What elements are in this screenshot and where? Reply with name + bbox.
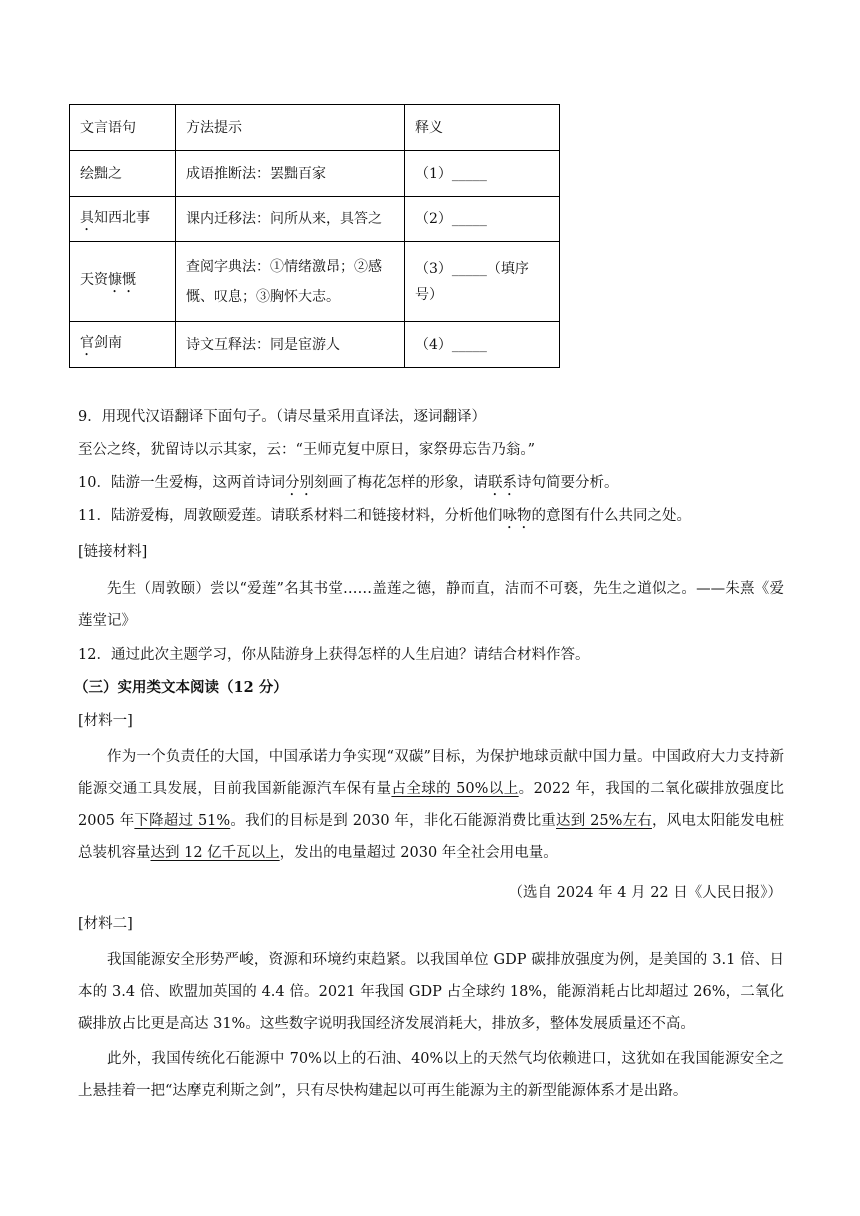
- hint-cell: [176, 242, 405, 322]
- hint-cell: 课内迁移法：问所从来，具答之: [176, 197, 405, 242]
- phrase-text: 天资: [80, 272, 108, 288]
- material-2-paragraph: 此外，我国传统化石能源中 70%以上的石油、40%以上的天然气均依赖进口，这犹如在我国能源安全之上悬挂着一把“达摩克利斯之剑”，只有尽快构建起以可再生能源为主的新型能源体系才是出路。: [78, 1051, 784, 1099]
- emphasized-text: 联系: [487, 475, 517, 491]
- answer-cell: （2）_____: [405, 197, 560, 242]
- vocabulary-table: [69, 104, 560, 368]
- hint-line: 慨、叹息；③胸怀大志。: [186, 288, 340, 305]
- answer-cell: （3）_____（填序号）: [405, 242, 560, 322]
- paragraph-text: 。2022 年，我国的二氧化碳排放强度比 2005 年: [78, 781, 785, 829]
- table-row: [70, 242, 560, 322]
- question-text: 11．陆游爱梅，周敦颐爱莲。请联系材料二和链接材料，分析他们: [78, 508, 503, 524]
- phrase-text: 绘黜之: [80, 165, 122, 182]
- material-2-paragraph: 我国能源安全形势严峻，资源和环境约束趋紧。以我国单位 GDP 碳排放强度为例，是美国的 3.1 倍、日本的 3.4 倍、欧盟加英国的 4.4 倍。2021 年我国 GDP 占全球约 18%，能源消耗占比却超过 26%，二氧化碳排放占比更是高达 31%。这些数字说明我国经济发展消耗大，排放多，整体发展质量还不高。: [78, 952, 784, 1032]
- table-row: [70, 151, 560, 197]
- question-text: 10．陆游一生爱梅，这两首诗词: [78, 475, 285, 491]
- emphasized-char: 官: [80, 335, 94, 351]
- paragraph-text: 作为一个负责任的大国，中国承诺力争实现“双碳”目标，为保护地球贡献中国力量。中国政府大力支持新能源交通工具发展，目前我国新能源汽车保有量: [78, 749, 784, 797]
- underlined-text: 占全球的 50%以上: [391, 781, 519, 797]
- answer-cell: （4）_____: [405, 322, 560, 368]
- link-material-title: [链接材料]: [78, 544, 148, 560]
- table-header: 方法提示: [176, 105, 405, 151]
- table-row: [70, 322, 560, 368]
- question-9: 9．用现代汉语翻译下面句子。（请尽量采用直译法，逐词翻译）: [78, 409, 486, 425]
- material-1-paragraph: [78, 741, 784, 869]
- phrase-cell: [70, 322, 176, 368]
- question-10: [78, 472, 790, 499]
- paragraph-text: ，风电太阳能发电桩总装机容量: [78, 813, 785, 861]
- hint-cell: 成语推断法：罢黜百家: [176, 151, 405, 197]
- material-1-title: [材料一]: [78, 713, 133, 729]
- underlined-text: 达到 25%左右: [556, 813, 652, 829]
- question-text: 的意图有什么共同之处。: [531, 508, 691, 524]
- question-9-sentence: 至公之终，犹留诗以示其家，云：“王师克复中原日，家祭毋忘告乃翁。”: [78, 442, 536, 458]
- emphasized-text: 分别: [284, 475, 314, 491]
- material-1-source: （选自 2024 年 4 月 22 日《人民日报》）: [508, 885, 782, 901]
- hint-line: 查阅字典法：①情绪激昂；②感: [186, 258, 382, 275]
- link-material-text: 先生（周敦颐）尝以“爱莲”名其书堂……盖莲之德，静而直，洁而不可亵，先生之道似之。——朱熹《爱莲堂记》: [78, 581, 784, 629]
- phrase-cell: [70, 197, 176, 242]
- section-heading: （三）实用类文本阅读（12 分）: [74, 679, 288, 696]
- material-2-title: [材料二]: [78, 916, 133, 932]
- underlined-text: 下降超过 51%: [134, 813, 231, 829]
- phrase-text: 剑南: [94, 335, 122, 351]
- question-11: [78, 505, 790, 532]
- paragraph-text: ，发出的电量超过 2030 年全社会用电量。: [279, 845, 558, 861]
- question-text: 刻画了梅花怎样的形象，请: [313, 475, 488, 491]
- underlined-text: 达到 12 亿千瓦以上: [150, 845, 280, 861]
- emphasized-text: 咏物: [502, 508, 532, 524]
- phrase-cell: [70, 151, 176, 197]
- question-text: 诗句简要分析。: [516, 475, 619, 491]
- emphasized-char: 具: [80, 209, 94, 226]
- table-header: 释义: [405, 105, 560, 151]
- table-row: [70, 197, 560, 242]
- emphasized-char: 慷慨: [108, 272, 136, 288]
- question-12: 12．通过此次主题学习，你从陆游身上获得怎样的人生启迪？请结合材料作答。: [78, 647, 590, 663]
- phrase-text: 知西北事: [94, 209, 150, 226]
- paragraph-text: 。我们的目标是到 2030 年，非化石能源消费比重: [230, 813, 556, 829]
- hint-cell: 诗文互释法：同是宦游人: [176, 322, 405, 368]
- table-header: 文言语句: [70, 105, 176, 151]
- phrase-cell: [70, 242, 176, 322]
- answer-cell: （1）_____: [405, 151, 560, 197]
- table-header-row: [70, 105, 560, 151]
